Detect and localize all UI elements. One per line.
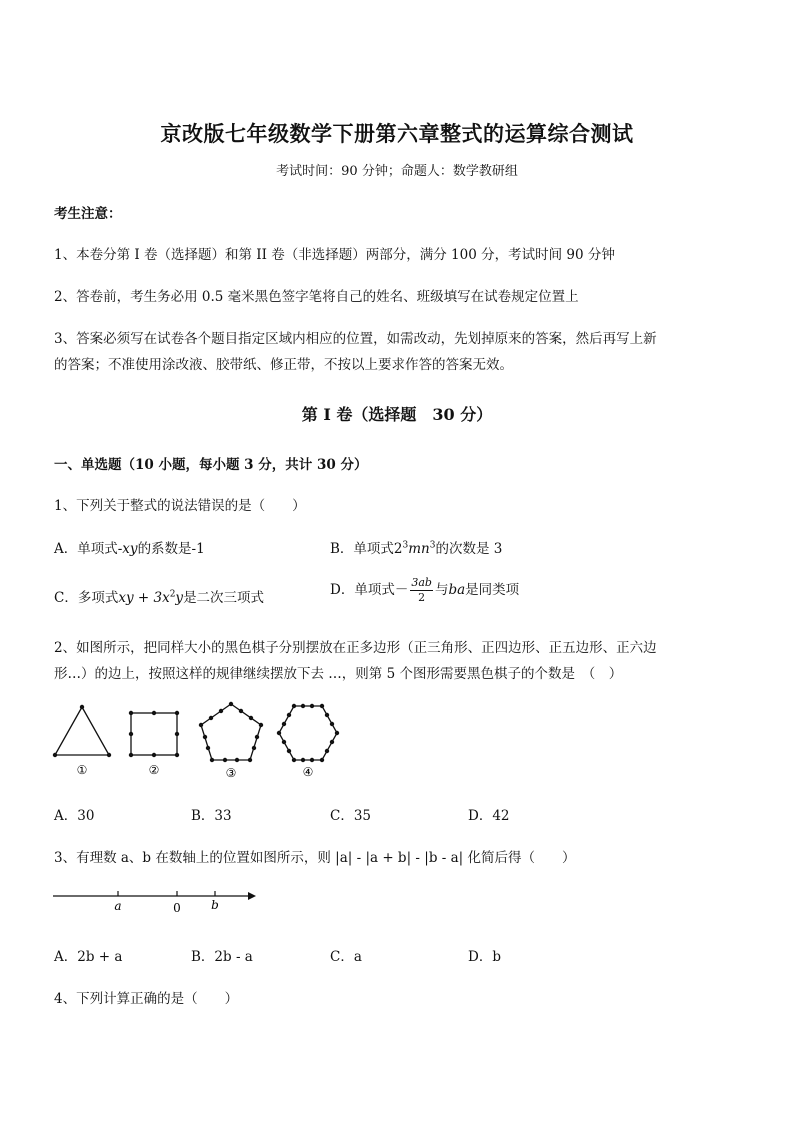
q1-a-suffix: 的系数是-1	[137, 541, 205, 557]
q1-stem: 1、下列关于整式的说法错误的是（ ）	[54, 498, 306, 514]
q1-c-math-2: y	[175, 590, 184, 606]
q3-number-line	[50, 885, 265, 920]
q3-option-d[interactable]: D．b	[468, 949, 501, 965]
q1-b-base: 2	[393, 541, 403, 557]
notice-heading: 考生注意：	[54, 206, 122, 222]
figure-label-2: ②	[148, 763, 160, 777]
q1-b-exp2: 3	[429, 540, 436, 551]
q1-d-mid: 与	[434, 582, 449, 598]
figure-label-3: ③	[225, 766, 237, 780]
q1-b-suffix: 的次数是 3	[435, 541, 503, 557]
figure-square	[129, 711, 179, 757]
q1-b-prefix: B．单项式	[330, 541, 394, 557]
part-heading: 一、单选题（10 小题，每小题 3 分，共计 30 分）	[54, 457, 368, 473]
axis-label-a: a	[114, 899, 122, 913]
q1-d-fraction	[410, 576, 433, 605]
q2-option-d[interactable]: D．42	[468, 808, 510, 824]
q2-stem-line2: 形…）的边上，按照这样的规律继续摆放下去 …，则第 5 个图形需要黑色棋子的个数是 （ ）	[54, 666, 623, 682]
notice-item-3: 3、答案必须写在试卷各个题目指定区域内相应的位置，如需改动，先划掉原来的答案，然后再写上新	[54, 331, 657, 347]
figure-triangle	[53, 705, 111, 757]
q1-c-math-1: xy + 3x	[118, 590, 170, 606]
axis-label-b: b	[211, 898, 219, 912]
q1-c-suffix: 是二次三项式	[183, 590, 265, 606]
q1-c-prefix: C．多项式	[54, 590, 119, 606]
q2-option-c[interactable]: C．35	[330, 808, 372, 824]
notice-item-3-cont: 的答案；不准使用涂改液、胶带纸、修正带，不按以上要求作答的答案无效。	[54, 357, 513, 373]
q1-option-a[interactable]	[54, 537, 205, 557]
q1-a-math: -xy	[117, 541, 138, 557]
q3-option-c[interactable]: C．a	[330, 949, 362, 965]
figure-hexagon	[277, 704, 339, 762]
q1-c-exp: 2	[169, 589, 176, 600]
q1-b-exp1: 3	[402, 540, 409, 551]
figure-pentagon	[199, 702, 263, 762]
document-title: 京改版七年级数学下册第六章整式的运算综合测试	[160, 121, 634, 146]
q1-option-c[interactable]	[54, 586, 264, 606]
q1-d-denominator: 2	[418, 591, 426, 604]
notice-item-2: 2、答卷前，考生务必用 0.5 毫米黑色签字笔将自己的姓名、班级填写在试卷规定位置上	[54, 289, 579, 305]
q1-option-b[interactable]	[330, 537, 502, 557]
q1-b-mid: mn	[408, 541, 430, 557]
q3-stem: 3、有理数 a、b 在数轴上的位置如图所示，则 |a| - |a + b| - |b - a| 化简后得（ ）	[54, 850, 576, 866]
q3-option-b[interactable]: B．2b - a	[191, 949, 253, 965]
q3-option-a[interactable]: A．2b + a	[54, 949, 123, 965]
q1-d-suffix: 是同类项	[465, 582, 520, 598]
q1-option-d[interactable]	[330, 576, 519, 605]
figure-label-1: ①	[76, 763, 88, 777]
notice-item-1: 1、本卷分第 I 卷（选择题）和第 II 卷（非选择题）两部分，满分 100 分，考试时间 90 分钟	[54, 247, 615, 263]
q2-stem-line1: 2、如图所示，把同样大小的黑色棋子分别摆放在正多边形（正三角形、正四边形、正五边形、正六边	[54, 640, 657, 656]
q2-option-a[interactable]: A．30	[54, 808, 95, 824]
figure-label-4: ④	[302, 765, 314, 779]
q2-option-b[interactable]: B．33	[191, 808, 232, 824]
q1-a-prefix: A．单项式	[54, 541, 118, 557]
q2-polygon-figures	[40, 695, 370, 785]
section-title: 第 I 卷（选择题 30 分）	[301, 405, 493, 424]
q1-d-numerator: 3ab	[411, 576, 432, 589]
axis-label-zero: 0	[173, 901, 181, 915]
q1-d-prefix: D．单项式－	[330, 582, 409, 598]
q1-d-math: ba	[448, 582, 466, 598]
q4-stem: 4、下列计算正确的是（ ）	[54, 991, 239, 1007]
document-subtitle: 考试时间：90 分钟；命题人：数学教研组	[276, 164, 518, 179]
